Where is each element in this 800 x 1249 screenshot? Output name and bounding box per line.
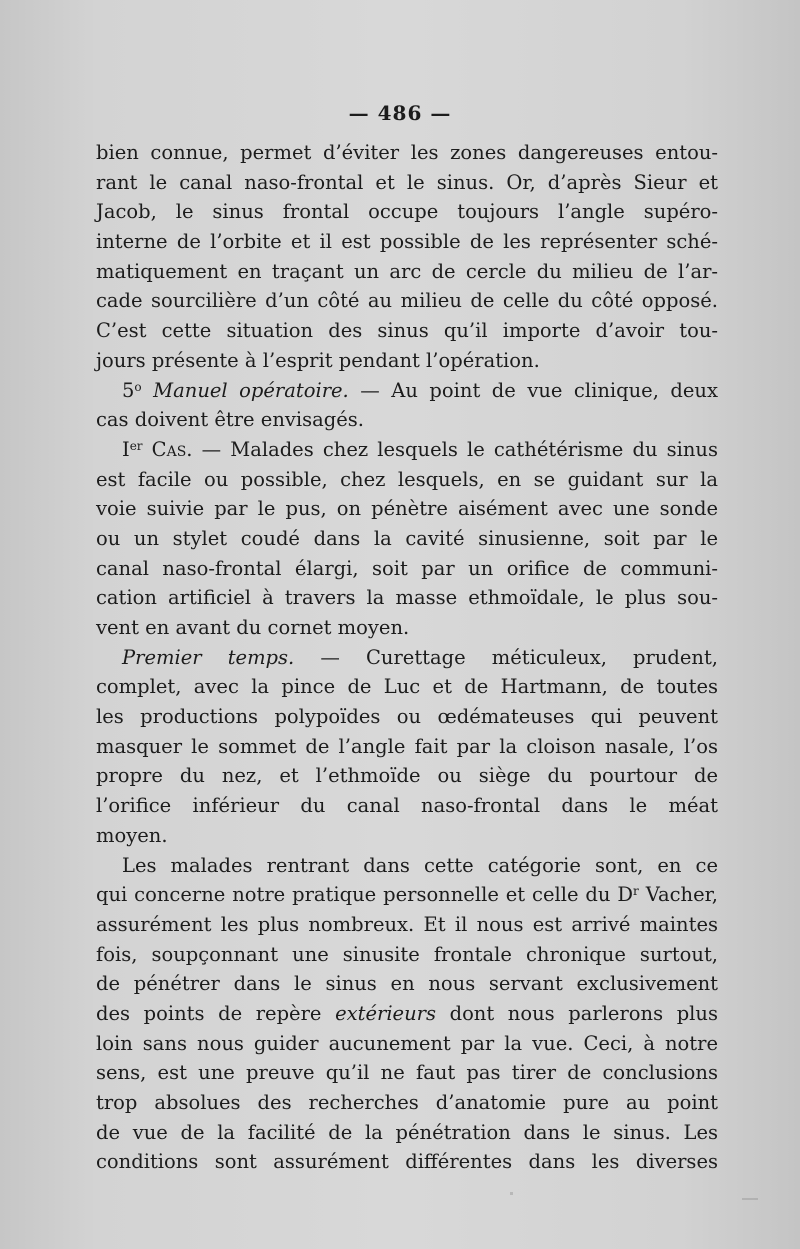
case-heading-line [96, 435, 718, 465]
scan-speck [742, 1198, 758, 1200]
text-line: jours présente à l’esprit pendant l’opération. [96, 348, 540, 372]
scan-speck [510, 1192, 513, 1195]
section-heading-line [96, 376, 718, 406]
text-line: est facile ou possible, chez lesquels, en se guidant sur la [96, 467, 718, 491]
italic-word: extérieurs [335, 1001, 436, 1025]
case-text: — Malades chez lesquels le cathétérisme du sinus [201, 437, 718, 461]
text-line: de vue de la facilité de la pénétration dans le sinus. Les [96, 1120, 718, 1144]
text-line: fois, soupçonnant une sinusite frontale chronique surtout, [96, 942, 718, 966]
section-title: Manuel opératoire. [153, 378, 349, 402]
text-line: moyen. [96, 823, 168, 847]
page-number: — 486 — [348, 101, 452, 125]
text-line: ou un stylet coudé dans la cavité sinusienne, soit par le [96, 526, 718, 550]
text-line: complet, avec la pince de Luc et de Hartmann, de toutes [96, 675, 718, 699]
text-line: masquer le sommet de l’angle fait par la cloison nasale, l’os [96, 734, 718, 758]
text-line: C’est cette situation des sinus qu’il importe d’avoir tou- [96, 319, 718, 343]
text-line: rant le canal naso-frontal et le sinus. Or, d’après Sieur et [96, 170, 718, 194]
text-line: cas doivent être envisagés. [96, 408, 365, 432]
text-line [96, 999, 718, 1029]
case-word: Cas. [151, 437, 193, 461]
text-line: Les malades rentrant dans cette catégorie sont, en ce [122, 853, 718, 877]
text-line: assurément les plus nombreux. Et il nous est arrivé maintes [96, 912, 718, 936]
doctor-sup: r [633, 884, 639, 899]
text-line: interne de l’orbite et il est possible de les représenter sché- [96, 230, 718, 254]
step-text: — Curettage méticuleux, prudent, [320, 645, 718, 669]
text-line: propre du nez, et l’ethmoïde ou siège du pourtour de [96, 764, 718, 788]
text-line: vent en avant du cornet moyen. [96, 616, 410, 639]
text-line: cation artificiel à travers la masse ethmoïdale, le plus sou- [96, 586, 718, 610]
step-heading-line [96, 643, 718, 673]
text-line: sens, est une preuve qu’il ne faut pas tirer de conclusions [96, 1061, 718, 1085]
text-line: bien connue, permet d’éviter les zones dangereuses entou- [96, 141, 718, 164]
text-fragment: Vacher, [638, 883, 719, 907]
text-fragment: des points de repère [96, 1001, 336, 1025]
text-fragment: qui concerne notre pratique personnelle et celle du D [96, 883, 634, 907]
case-label: I [122, 437, 130, 461]
case-label-sup: er [129, 438, 143, 453]
text-line: cade sourcilière d’un côté au milieu de celle du côté opposé. [96, 289, 718, 313]
text-line: Jacob, le sinus frontal occupe toujours l’angle supéro- [96, 200, 718, 224]
text-line [96, 880, 718, 910]
text-line: conditions sont assurément différentes dans les diverses [96, 1150, 718, 1174]
text-line: matiquement en traçant un arc de cercle du milieu de l’ar- [96, 259, 718, 283]
section-number: 5 [122, 378, 135, 402]
text-line: voie suivie par le pus, on pénètre aisément avec une sonde [96, 497, 718, 521]
text-line: l’orifice inférieur du canal naso-frontal dans le méat [96, 794, 718, 818]
section-number-sup: o [134, 379, 142, 394]
text-line: les productions polypoïdes ou œdémateuses qui peuvent [96, 705, 718, 729]
text-line: trop absolues des recherches d’anatomie pure au point [96, 1091, 718, 1114]
text-line: de pénétrer dans le sinus en nous servant exclusivement [96, 972, 718, 996]
text-line: canal naso-frontal élargi, soit par un orifice de communi- [96, 556, 718, 580]
step-title: Premier temps. [122, 645, 295, 669]
text-fragment: dont nous parlerons plus [435, 1001, 718, 1025]
body-text [96, 138, 718, 1177]
text-line: loin sans nous guider aucunement par la vue. Ceci, à notre [96, 1031, 718, 1055]
section-text: — Au point de vue clinique, deux [360, 378, 718, 402]
